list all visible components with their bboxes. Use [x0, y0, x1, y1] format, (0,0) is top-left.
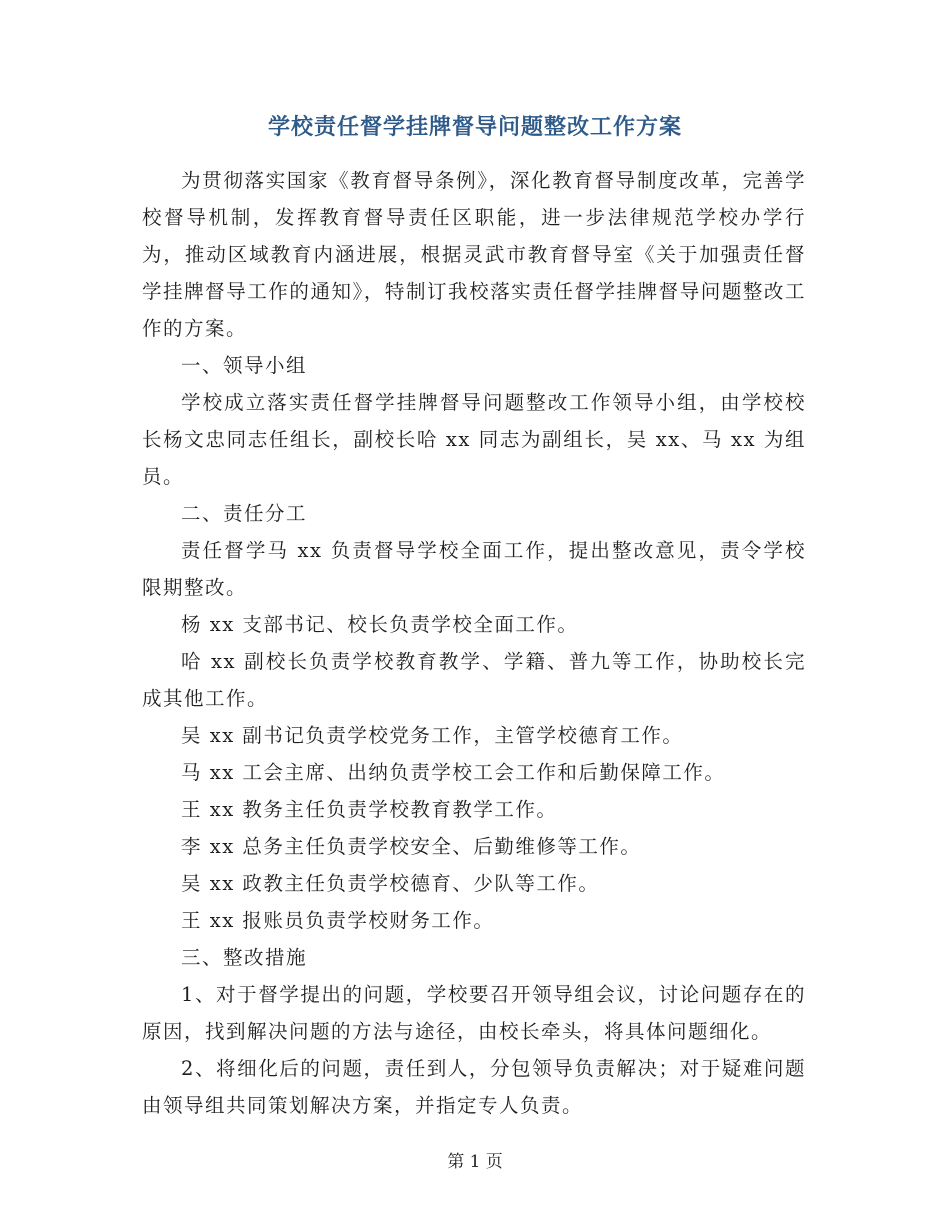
paragraph-responsibility-8: 吴 xx 政教主任负责学校德育、少队等工作。 [181, 872, 600, 895]
paragraph-responsibility-2: 杨 xx 支部书记、校长负责学校全面工作。 [181, 613, 579, 636]
paragraph-measure-2: 2、将细化后的问题，责任到人，分包领导负责解决；对于疑难问题由领导组共同策划解决方案，并指定专人负责。 [142, 1057, 806, 1117]
paragraph-measure-1: 1、对于督学提出的问题，学校要召开领导组会议，讨论问题存在的原因，找到解决问题的方法与途径，由校长牵头，将具体问题细化。 [142, 983, 806, 1043]
paragraph-intro: 为贯彻落实国家《教育督导条例》，深化教育督导制度改革，完善学校督导机制，发挥教育督导责任区职能，进一步法律规范学校办学行为，推动区域教育内涵进展，根据灵武市教育督导室《关于加强责任督学挂牌督导工作的通知》，特制订我校落实责任督学挂牌督导问题整改工作的方案。 [142, 169, 806, 340]
paragraph-responsibility-4: 吴 xx 副书记负责学校党务工作，主管学校德育工作。 [181, 724, 684, 747]
paragraph-leadership-group: 学校成立落实责任督学挂牌督导问题整改工作领导小组，由学校校长杨文忠同志任组长，副校长哈 xx 同志为副组长，吴 xx、马 xx 为组员。 [142, 391, 806, 488]
paragraph-responsibility-5: 马 xx 工会主席、出纳负责学校工会工作和后勤保障工作。 [181, 761, 726, 784]
heading-leadership-group: 一、领导小组 [181, 354, 308, 377]
paragraph-responsibility-6: 王 xx 教务主任负责学校教育教学工作。 [181, 798, 558, 821]
paragraph-responsibility-1: 责任督学马 xx 负责督导学校全面工作，提出整改意见，责令学校限期整改。 [142, 539, 806, 599]
document-body [142, 162, 806, 1124]
paragraph-responsibility-9: 王 xx 报账员负责学校财务工作。 [181, 909, 495, 932]
heading-responsibilities: 二、责任分工 [181, 502, 308, 525]
paragraph-responsibility-7: 李 xx 总务主任负责学校安全、后勤维修等工作。 [181, 835, 642, 858]
paragraph-responsibility-3: 哈 xx 副校长负责学校教育教学、学籍、普九等工作，协助校长完成其他工作。 [142, 650, 806, 710]
page-number: 第 1 页 [447, 1152, 503, 1172]
document-title: 学校责任督学挂牌督导问题整改工作方案 [267, 114, 682, 140]
heading-measures: 三、整改措施 [181, 946, 308, 969]
